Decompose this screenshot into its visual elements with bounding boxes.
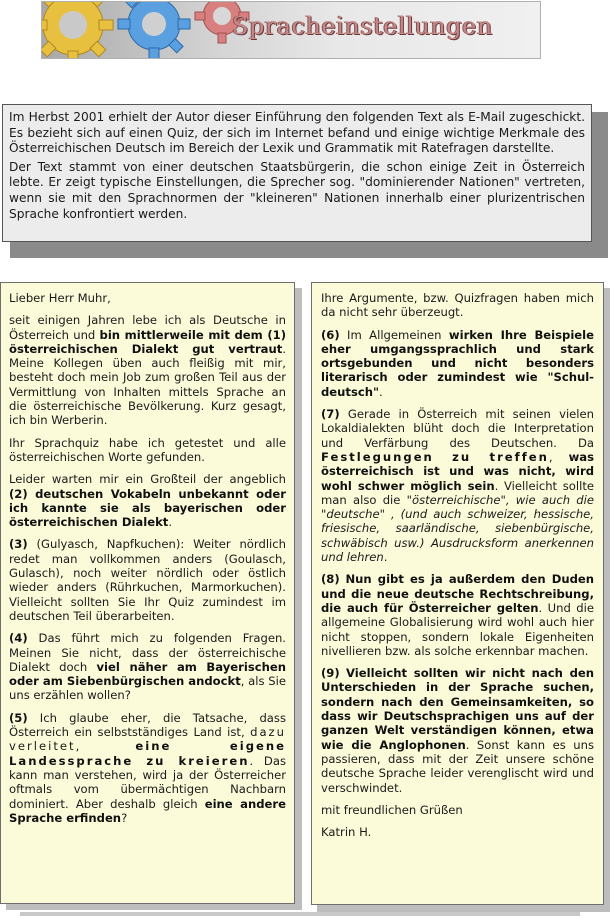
text-span: .: [379, 384, 383, 399]
text-span: Leider warten mir ein Großteil der angeblich: [9, 472, 286, 487]
text-span: . Meine Kollegen üben auch fleißig mit mir, besteht doch mein Job zum großen Teil aus der Vermittlung von Inhalten mittels Sprache an die österreichische Bevölkerung. Kurz gesagt, ich bin Werberin.: [9, 341, 286, 428]
column-shadow: [6, 904, 302, 910]
gear-icon: [114, 1, 194, 59]
column-shadow: [604, 288, 610, 912]
highlight-text: (2) deutschen Vokabeln unbekannt oder ich kannte sie als bayerischen oder österreichischen Dialekt: [9, 486, 286, 530]
letter-paragraph: [9, 631, 286, 702]
highlight-text: wirken Ihre Beispiele eher umgangssprachlich und stark ortsgebunden und nicht besonders literarisch oder zumindest wie "Schul-deutsch": [321, 327, 594, 399]
point-number: (5): [9, 710, 28, 725]
point-number: (3): [9, 537, 28, 552]
divider: [20, 912, 580, 916]
text-span: Ich glaube eher, die Tatsache, dass Österreich ein selbstständiges Land ist,: [9, 710, 286, 740]
point-number: (7): [321, 407, 340, 422]
letter-paragraph: [9, 472, 286, 529]
text-span: Gerade in Österreich mit seinen vielen Lokaldialekten blüht doch die Interpretation und Verfärbung des Deutschen. Da: [321, 407, 594, 450]
text-span: (Gulyasch, Napfkuchen): Weiter nördlich redet man vollkommen anders (Goulasch, Gulasch), noch weiter nördlich oder östlich wieder anders (Rührkuchen, Marmorkuchen). Vielleicht sollten Sie Ihr Quiz zumindest im deutschen Teil überarbeiten.: [9, 537, 286, 623]
text-span: , als Sie uns erzählen wollen?: [9, 674, 286, 703]
text-span: ,: [75, 739, 136, 754]
highlight-text: Nun gibt es ja außerdem den Duden und die neue deutsche Rechtschreibung, die auch für Österreicher gelten: [321, 572, 595, 615]
page-title: Spracheinstellungen: [232, 12, 493, 40]
intro-paragraph: Der Text stammt von einer deutschen Staatsbürgerin, die schon einige Zeit in Österreich lebte. Er zeigt typische Einstellungen, die Sprecher sog. "dominierender Nationen" vertreten, wenn sie mit den Sprachnormen der "kleineren" Nationen innerhalb einer plurizentrischen Sprache konfrontiert werden.: [9, 159, 585, 221]
letter-paragraph: [321, 407, 594, 564]
text-span: .: [383, 550, 388, 565]
text-span: ,: [548, 449, 569, 464]
highlight-text: eine eigene Landessprache zu kreieren: [9, 739, 287, 768]
text-span: . Das kann man verstehen, wird ja der Österreicher oftmals vom übermächtigen Nachbarn dominiert. Aber deshalb gleich: [9, 753, 286, 811]
column-shadow: [295, 288, 302, 910]
signature: Katrin H.: [321, 825, 372, 840]
text-span: seit einigen Jahren lebe ich als Deutsche in Österreich und: [9, 313, 286, 342]
text-span: . Vielleicht sollte man also die: [321, 478, 594, 507]
text-span: . Und die allgemeine Globalisierung wird wohl auch hier nicht stoppen, sondern lokale Eigenheiten nivellieren bzw. als solche erkennbar machen.: [321, 600, 594, 658]
closing: mit freundlichen Grüßen: [321, 802, 463, 817]
point-number: (4): [9, 631, 28, 646]
letter-paragraph: [321, 572, 594, 658]
highlight-text: was österreichisch ist und was nicht, wird wohl schwer möglich sein: [321, 449, 595, 493]
text-span: .: [168, 515, 173, 530]
highlight-text: viel näher am Bayerischen oder am Siebenbürgischen andockt: [9, 659, 286, 689]
text-span: Das führt mich zu folgenden Fragen. Meinen Sie nicht, dass der österreichische Dialekt doch: [9, 631, 286, 674]
point-number: (8): [321, 572, 340, 587]
text-span: Im Allgemeinen: [339, 327, 449, 342]
letter-paragraph: [9, 711, 286, 825]
letter-column-right: [311, 282, 604, 905]
column-shadow: [317, 905, 610, 912]
title-banner: [41, 1, 541, 59]
letter-paragraph: Ihre Argumente, bzw. Quizfragen haben mich da nicht sehr überzeugt.: [321, 291, 594, 320]
highlight-text: Vielleicht sollten wir nicht nach den Unterschieden in der Sprache suchen, sondern nach den Gemeinsamkeiten, so dass wir Deutschsprachigen uns auf der ganzen Welt verständigen können, etwa wie die Anglophonen: [321, 666, 594, 752]
highlight-text: eine andere Sprache erfinden: [9, 796, 287, 825]
letter-paragraph: [321, 328, 594, 399]
letter-column-left: [0, 282, 295, 904]
point-number: (9): [321, 666, 340, 681]
letter-paragraph: [9, 313, 286, 427]
intro-box: [2, 104, 592, 242]
letter-paragraph: [9, 537, 286, 623]
italic-text: "österreichische", wie auch die "deutsche" , (und auch schweizer, hessische, friesische, saarländische, siebenbürgische, schwäbisch usw.) Ausdrucksform anerkennen und lehren: [321, 492, 594, 565]
salutation: Lieber Herr Muhr,: [9, 291, 111, 305]
text-span: dazu verleitet: [9, 725, 286, 754]
letter-paragraph: Ihr Sprachquiz habe ich getestet und alle österreichischen Worte gefunden.: [9, 435, 286, 464]
intro-paragraph: Im Herbst 2001 erhielt der Autor dieser Einführung den folgenden Text als E-Mail zugeschickt. Es bezieht sich auf einen Quiz, der sich im Internet befand und einige wichtige Merkmale des Österreichischen Deutsch im Bereich der Lexik und Grammatik mit Ratefragen darstellte.: [9, 110, 585, 156]
highlight-text: Festlegungen zu treffen: [321, 449, 549, 464]
gear-icon: [41, 1, 118, 59]
point-number: (6): [321, 327, 340, 342]
text-span: . Sonst kann es uns passieren, dass mit der Zeit unsere schöne deutsche Sprache leider verenglischt wird und verschwindet.: [321, 737, 594, 795]
highlight-text: bin mittlerweile mit dem (1) österreichischen Dialekt gut vertraut: [9, 327, 286, 356]
text-span: ?: [121, 810, 128, 825]
letter-paragraph: [321, 666, 594, 795]
